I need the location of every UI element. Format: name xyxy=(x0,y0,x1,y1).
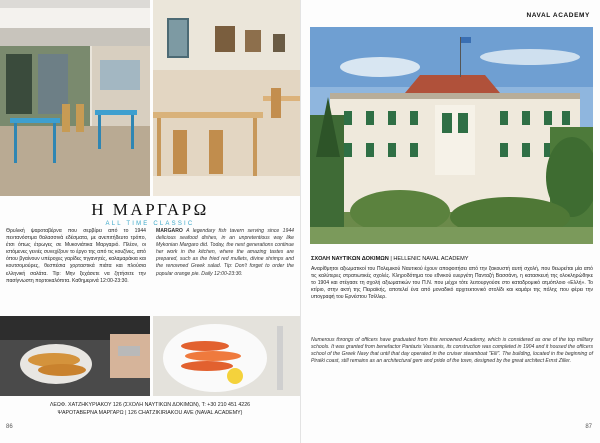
photo-tavern-terrace xyxy=(0,0,150,196)
restaurant-title-block xyxy=(0,200,300,227)
photo-grilled-fish xyxy=(0,316,150,396)
address-line-1: ΛΕΩΦ. ΧΑΤΖΗΚΥΡΙΑΚΟΥ 126 (ΣΧΟΛΗ ΝΑΥΤΙΚΩΝ ΔΟΚΙΜΩΝ), Τ: +30 210 451 4226 xyxy=(49,402,251,408)
section-title-greek: ΣΧΟΛΗ ΝΑΥΤΙΚΩΝ ΔΟΚΙΜΩΝ xyxy=(311,256,389,262)
restaurant-address xyxy=(0,402,300,417)
running-head: NAVAL ACADEMY xyxy=(526,12,590,19)
section-title-english: | HELLENIC NAVAL ACADEMY xyxy=(388,256,469,262)
english-description-body: A legendary fish tavern serving since 1944 delicious seafood dishes, in an unpretentious way like Mykonian Margaro did. Today, the next generations continue her work in the kitchen, where the amazing tastes are prepared, such as the fried red mullets, divine shrimps and the renowned Greek salad. Tip: Don't forget to order the popular orange pie. Daily 12:00-23:30. xyxy=(156,228,294,277)
photo-shrimp-plate xyxy=(153,316,300,396)
restaurant-title: Η ΜΑΡΓΑΡΩ xyxy=(91,200,209,219)
english-description-label: MARGARO xyxy=(156,228,183,234)
page-number-left: 86 xyxy=(6,424,13,430)
photo-naval-academy xyxy=(310,27,593,244)
restaurant-subtitle: ALL TIME CLASSIC xyxy=(105,221,195,227)
english-description xyxy=(156,228,294,278)
academy-greek-description: Αναρίθμητοι αξιωματικοί του Πολεμικού Ναυτικού έχουν αποφοιτήσει από την ξακουστή αυτή σχολή, που θεωρείται μία από τις καλύτερες στρατιωτικές σχολές. Κληροδότημα του εθνικού ευεργέτη Πανταζή Βασσάνη, η κατασκευή της ολοκληρώθηκε το 1904 και στέγασε τη σχολή αξιωματικών του Π.Ν. που μέχρι τότε λειτουργούσε στο καταδρομικό ατμόπλοιο «Ελλή». Το κτίριο, στην ακτή της Πειραϊκής, αποτελεί ένα από μοναδικό αρχιτεκτονικό στολίδι και καμάρι της πόλης που φέρει την υπογραφή του Ερνέστου Τσίλλερ. xyxy=(311,266,593,301)
section-heading xyxy=(311,256,593,262)
right-page xyxy=(300,0,600,443)
shrimp-plate-illustration xyxy=(153,316,300,396)
page-number-right: 87 xyxy=(585,424,592,430)
address-line-2: ΨΑΡΟΤΑΒΕΡΝΑ ΜΑΡΓΑΡΩ | 126 CHATZIKIRIAKOU AVE (NAVAL ACADEMY) xyxy=(57,409,243,416)
terrace-illustration xyxy=(0,0,150,196)
naval-academy-illustration xyxy=(310,27,593,244)
interior-illustration xyxy=(153,0,300,196)
academy-english-description: Numerous throngs of officers have graduated from this renowned Academy, which is considered as one of the top military schools. It was granted from benefactor Pantazis Vassanis, its construction was completed in 1904 and it housed the officers school of the Greek Navy that until that day operated in the cruiser steamboat "Elli". The building, located in the beginning of Piraiki coast, still remains as an architectural gem and pride of the town, designed by the great architect Ernst Ziller. xyxy=(311,337,593,365)
photo-tavern-interior xyxy=(153,0,300,196)
grilled-fish-illustration xyxy=(0,316,150,396)
greek-description: Θρυλική ψαροταβέρνα που σερβίρει από το 1944 πεντανόστιμα θαλασσινά εδέσματα, με ανεπιτήδευτο τρόπο, έτσι όπως έτρωγες σε Μυκονιάτικα Μαργαριό. Πλέον, οι ιστόμενες γενιές συνεχίζουν το έργο της από τις κουζίνες, από όπου βγαίνουν υπέροχες γαρίδες τηγανητές, καλαμαράκια και κουτσομούρες, θεσπέσια χορταστικά πιάτα και πλούσια ελληνική σαλάτα. Tip: Μην ξεχάσετε να ζητήσετε την πασίγνωστη πορτοκαλόπιτα. Καθημερινά 12:00-23:30. xyxy=(6,228,146,284)
